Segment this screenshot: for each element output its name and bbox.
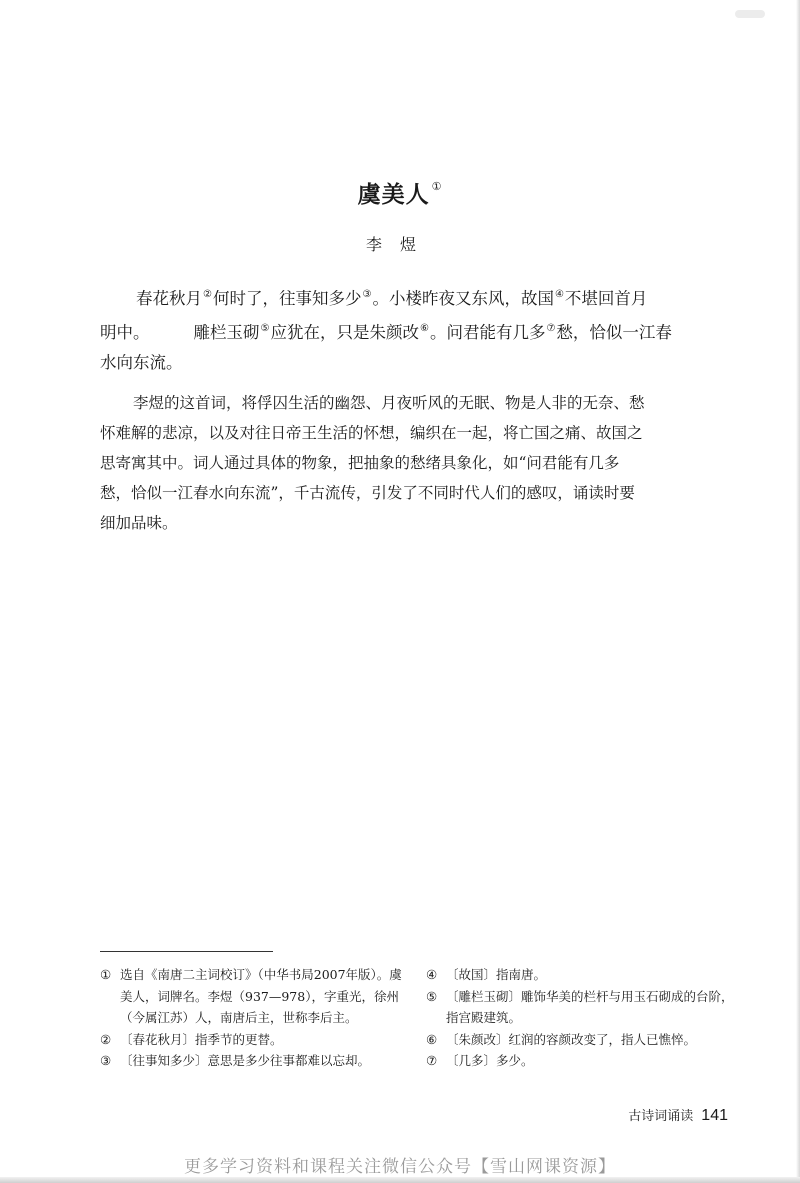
- footnote-line: 指宫殿建筑。: [446, 1010, 522, 1025]
- footnote-number: ③: [100, 1053, 112, 1068]
- commentary-line: 怀难解的悲凉，以及对往日帝王生活的怀想，编织在一起，将亡国之痛、故国之: [100, 424, 643, 442]
- footnote-marker: ⑥: [419, 323, 429, 334]
- footnote-item: [426, 1050, 726, 1072]
- title-footnote-marker: ①: [431, 180, 443, 193]
- footnote-number: ⑦: [426, 1053, 438, 1068]
- poem-line-1: [100, 280, 700, 314]
- commentary-line: 愁，恰似一江春水向东流”，千古流传，引发了不同时代人们的感叹，诵读时要: [100, 484, 635, 502]
- poem-title-text: 虞美人: [357, 181, 430, 208]
- poem-segment: 。问君能有几多: [429, 323, 546, 342]
- commentary-line: 思寄寓其中。词人通过具体的物象，把抽象的愁绪具象化，如“问君能有几多: [100, 454, 620, 472]
- footnote-number: ②: [100, 1031, 112, 1047]
- footnote-line: 〔往事知多少〕意思是多少往事都难以忘却。: [120, 1053, 371, 1068]
- commentary-paragraph: [100, 388, 710, 538]
- poem-segment: 何时了，往事知多少: [212, 289, 362, 308]
- footnote-number: ①: [100, 967, 112, 982]
- footnote-line: 〔雕栏玉砌〕雕饰华美的栏杆与用玉石砌成的台阶，: [446, 988, 734, 1004]
- footnote-marker: ④: [554, 289, 564, 300]
- poem-segment: 愁，恰似一江春: [556, 323, 672, 342]
- poem-segment: 明中。: [100, 323, 150, 342]
- footnote-line: 美人，词牌名。李煜（937—978），字重光，徐州: [120, 988, 399, 1004]
- footnote-marker: ⑦: [546, 323, 556, 334]
- footnote-item: [100, 1050, 400, 1072]
- footnote-item: [426, 964, 726, 986]
- footnote-line: 〔故国〕指南唐。: [446, 967, 547, 982]
- poem-segment: 应犹在，只是朱颜改: [270, 323, 419, 342]
- commentary-line: 细加品味。: [100, 514, 178, 532]
- footnote-line: 〔几多〕多少。: [446, 1053, 534, 1068]
- scan-edge-bottom: [0, 1177, 800, 1183]
- page-footer: [628, 1105, 728, 1125]
- section-name: 古诗词诵读: [628, 1109, 694, 1124]
- commentary-line: 李煜的这首词，将俘囚生活的幽怨、月夜听风的无眠、物是人非的无奈、愁: [133, 394, 645, 412]
- footnote-number: ⑤: [426, 988, 438, 1004]
- footnote-divider: [100, 951, 273, 952]
- poem-segment: 不堪回首月: [564, 289, 648, 308]
- poem-segment: 雕栏玉砌: [193, 323, 260, 342]
- poem-title: [0, 176, 800, 209]
- page-number: 141: [701, 1107, 728, 1124]
- footnote-number: ④: [426, 967, 438, 982]
- poem-segment: 。小楼昨夜又东风，故国: [372, 289, 554, 308]
- watermark-text: 更多学习资料和课程关注微信公众号【雪山网课资源】: [184, 1157, 616, 1177]
- footnote-item: [100, 964, 400, 1029]
- footnote-marker: ②: [203, 289, 212, 300]
- footnote-line: 〔春花秋月〕指季节的更替。: [120, 1031, 283, 1047]
- footnote-item: [426, 986, 734, 1029]
- poem-line-2: [100, 314, 700, 348]
- footnote-number: ⑥: [426, 1031, 438, 1047]
- footnotes-left-column: [100, 964, 400, 1072]
- scan-corner-mark: [735, 10, 765, 18]
- footnotes-right-column: [426, 964, 734, 1072]
- footnote-marker: ⑤: [260, 323, 270, 334]
- footnote-item: [426, 1029, 726, 1051]
- footnote-item: [100, 1029, 400, 1051]
- footnote-marker: ③: [362, 289, 372, 300]
- poem-line-3: 水向东流。: [100, 353, 183, 372]
- poem-segment: 春花秋月: [136, 289, 202, 308]
- footnote-line: 〔朱颜改〕红润的容颜改变了，指人已憔悴。: [446, 1031, 697, 1047]
- footnote-line: （今属江苏）人，南唐后主，世称李后主。: [120, 1010, 358, 1025]
- poem-text: [100, 280, 700, 378]
- footnote-line: 选自《南唐二主词校订》（中华书局2007年版）。虞: [120, 967, 402, 982]
- poem-author: 李煜: [365, 235, 434, 254]
